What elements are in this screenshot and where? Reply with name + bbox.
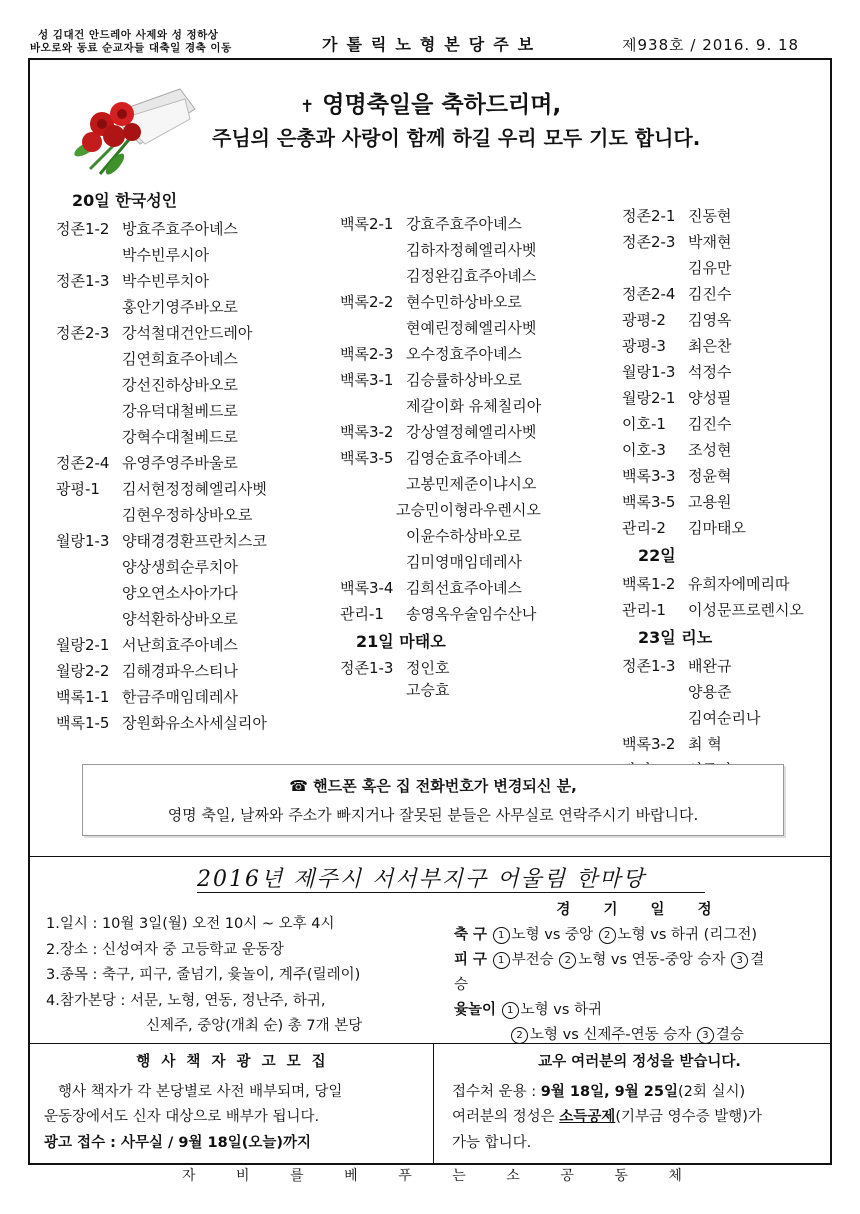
member-name: 강유덕대철베드로 — [122, 402, 238, 420]
feast-entry — [622, 515, 832, 541]
member-name: 석정수 — [688, 363, 732, 381]
parish-district: 월랑2-2 — [56, 662, 110, 680]
feast-entry — [340, 211, 610, 237]
feast-entry — [622, 679, 832, 705]
parish-district: 이호-1 — [622, 415, 666, 433]
soccer-label: 축 구 — [454, 927, 488, 943]
ad-line1: 행사 책자가 각 본당별로 사전 배부되며, 당일 — [58, 1083, 343, 1100]
header — [30, 28, 830, 58]
member-name: 강석철대건안드레아 — [122, 324, 253, 342]
parish-district: 백록3-4 — [340, 579, 394, 597]
member-name: 김서현정정혜엘리사벳 — [122, 480, 267, 498]
motto-char: 자 — [182, 1168, 196, 1184]
motto-char: 베 — [344, 1168, 358, 1184]
circled-number: 3 — [731, 952, 748, 969]
member-name: 양상생희순루치아 — [122, 558, 238, 576]
member-name: 최은찬 — [688, 337, 732, 355]
feast-entry — [56, 450, 326, 476]
member-name: 고승민이형라우렌시오 — [396, 501, 541, 519]
section-divider — [29, 856, 831, 857]
member-name: 홍안기영주바오로 — [122, 298, 238, 316]
parish-district: 관리-1 — [622, 601, 666, 619]
feast-entry — [340, 657, 610, 679]
donation-line3: 가능 합니다. — [452, 1134, 532, 1151]
issue-number: 제938호 / 2016. 9. 18 — [622, 36, 800, 54]
cross-icon: ✝ — [300, 97, 315, 117]
parish-district: 정존1-2 — [56, 220, 110, 238]
greeting-line1-text: 영명축일을 축하드리며, — [322, 92, 562, 118]
member-name: 김마태오 — [688, 519, 746, 537]
member-name: 이윤수하상바오로 — [406, 527, 522, 545]
contact-notice-box — [82, 764, 784, 836]
parish-district: 백록3-3 — [622, 467, 676, 485]
parish-district: 백록2-1 — [340, 215, 394, 233]
feast-entry — [622, 307, 832, 333]
feast-entry — [56, 398, 326, 424]
member-name: 양오연소사아가다 — [122, 584, 238, 602]
yut-label: 윷놀이 — [454, 1002, 497, 1018]
member-name: 오수정효주아녜스 — [406, 345, 522, 363]
member-name: 제갈이화 유체칠리아 — [406, 397, 542, 415]
phone-icon: ☎ — [289, 777, 308, 795]
column-divider — [433, 1043, 434, 1164]
member-name: 양석환하상바오로 — [122, 610, 238, 628]
feast-entry — [340, 575, 610, 601]
parish-district: 백록1-2 — [622, 575, 676, 593]
member-name: 유희자에메리따 — [688, 575, 790, 593]
member-name: 강상열정혜엘리사벳 — [406, 423, 537, 441]
feast-entry — [56, 476, 326, 502]
donation-line1-pre: 접수처 운용 : — [452, 1083, 541, 1100]
member-name: 김정완김효주아녜스 — [406, 267, 537, 285]
event-title-underline — [197, 892, 705, 893]
feast-entry — [340, 315, 610, 341]
parish-district: 정존2-1 — [622, 207, 676, 225]
feast-entry — [56, 216, 326, 242]
feast-entry — [340, 679, 610, 701]
event-title: 2016년 제주시 서서부지구 어울림 한마당 — [197, 867, 646, 892]
member-name: 이성문프로렌시오 — [688, 601, 804, 619]
parish-district: 백록2-2 — [340, 293, 394, 311]
parish-district: 백록3-5 — [340, 449, 394, 467]
parish-district: 월랑2-1 — [56, 636, 110, 654]
feast-entry — [56, 242, 326, 268]
member-name: 김미영매임데레사 — [406, 553, 522, 571]
parish-district: 백록1-1 — [56, 688, 110, 706]
parish-district: 정존2-3 — [622, 233, 676, 251]
feast-entry — [56, 268, 326, 294]
feast-entry — [622, 203, 832, 229]
motto-char: 체 — [668, 1168, 682, 1184]
yut-games-1: 1 노형 vs 하귀 — [501, 1002, 602, 1018]
motto-char: 공 — [560, 1168, 574, 1184]
feast-day-heading: 22일 — [638, 546, 676, 565]
parish-district: 백록3-5 — [622, 493, 676, 511]
member-name: 박수빈루시아 — [122, 246, 209, 264]
footer-motto — [182, 1165, 682, 1185]
feast-entry — [56, 580, 326, 606]
feast-entry — [56, 372, 326, 398]
notice-line1 — [83, 775, 783, 796]
parish-district: 월랑1-3 — [56, 532, 110, 550]
motto-char: 동 — [614, 1168, 628, 1184]
feast-entry — [622, 255, 832, 281]
feast-entry — [340, 445, 610, 471]
motto-char: 비 — [236, 1168, 250, 1184]
motto-char: 를 — [290, 1168, 304, 1184]
schedule-soccer — [454, 923, 828, 948]
event-detail-date: 1.일시 : 10월 3일(월) 오전 10시 ~ 오후 4시 — [46, 916, 335, 932]
parish-district: 백록2-3 — [340, 345, 394, 363]
feast-entry — [622, 731, 832, 757]
parish-district: 관리-2 — [622, 519, 666, 537]
circled-number: 2 — [599, 927, 616, 944]
bulletin-title: 가톨릭노형본당주보 — [322, 35, 543, 54]
circled-number: 3 — [697, 1027, 714, 1044]
donation-line1 — [452, 1080, 827, 1106]
feast-entry — [622, 281, 832, 307]
feast-entry — [340, 263, 610, 289]
feast-entry — [56, 658, 326, 684]
ad-recruit-box — [40, 1050, 425, 1156]
feast-entry — [56, 528, 326, 554]
feast-entry — [56, 606, 326, 632]
feast-entry — [622, 437, 832, 463]
donation-line1-post: (2회 실시) — [677, 1083, 746, 1100]
member-name: 김여순리나 — [688, 709, 761, 727]
member-name: 김하자정혜엘리사벳 — [406, 241, 537, 259]
member-name: 현예린정혜엘리사벳 — [406, 319, 537, 337]
feast-entry — [340, 471, 610, 497]
feast-entry — [56, 502, 326, 528]
feast-entry — [622, 571, 832, 597]
parish-district: 관리-1 — [340, 605, 384, 623]
motto-char: 푸 — [398, 1168, 412, 1184]
notice-line2: 영명 축일, 날짜와 주소가 빠지거나 잘못된 분들은 사무실로 연락주시기 바랍니다. — [167, 806, 699, 824]
donation-line2-pre: 여러분의 정성은 — [452, 1109, 560, 1125]
event-detail-parishes-cont: 신제주, 중앙(개최 순) 총 7개 본당 — [146, 1018, 363, 1034]
parish-district: 정존1-3 — [340, 659, 394, 677]
member-name: 양태경경환프란치스코 — [122, 532, 267, 550]
member-name: 강효주효주아녜스 — [406, 215, 522, 233]
feast-entry — [622, 489, 832, 515]
member-name: 양성필 — [688, 389, 732, 407]
feast-entry — [622, 463, 832, 489]
feast-entry — [56, 710, 326, 736]
dodge-label: 피 구 — [454, 952, 488, 968]
feast-entry — [340, 367, 610, 393]
member-name: 김희선효주아녜스 — [406, 579, 522, 597]
member-name: 한금주매임데레사 — [122, 688, 238, 706]
member-name: 양용준 — [688, 683, 732, 701]
circled-number: 1 — [493, 927, 510, 944]
donation-box — [452, 1050, 827, 1156]
feast-day-heading: 23일 리노 — [638, 628, 713, 647]
member-name: 고봉민제준이냐시오 — [406, 475, 537, 493]
parish-district: 월랑2-1 — [622, 389, 676, 407]
parish-district: 정존1-3 — [622, 657, 676, 675]
member-name: 박재현 — [688, 233, 732, 251]
donation-line2-post: (기부금 영수증 발행)가 — [615, 1109, 762, 1125]
ad-deadline: 광고 접수 : 사무실 / 9월 18일(오늘)까지 — [44, 1134, 311, 1151]
feast-entry — [622, 385, 832, 411]
event-detail-parishes: 4.참가본당 : 서문, 노형, 연동, 정난주, 하귀, — [46, 992, 326, 1009]
member-name: 정인호 — [406, 659, 450, 677]
parish-district: 백록1-5 — [56, 714, 110, 732]
parish-district: 월랑1-3 — [622, 363, 676, 381]
parish-district: 정존2-4 — [622, 285, 676, 303]
feast-entry — [622, 705, 832, 731]
circled-number: 2 — [559, 952, 576, 969]
member-name: 배완규 — [688, 657, 732, 675]
parish-district: 백록3-2 — [622, 735, 676, 753]
dodge-games: 1 부전승 2 노형 vs 연동-중앙 승자 3 결 — [492, 952, 765, 968]
feast-entry — [56, 294, 326, 320]
feast-column-2 — [340, 211, 610, 701]
feast-entry — [340, 601, 610, 627]
feast-entry — [622, 359, 832, 385]
schedule-yut — [454, 998, 828, 1023]
parish-district: 광평-2 — [622, 311, 666, 329]
feast-entry — [340, 237, 610, 263]
member-name: 강혁수대철베드로 — [122, 428, 238, 446]
feast-entry — [622, 597, 832, 623]
member-name: 현수민하상바오로 — [406, 293, 522, 311]
game-schedule — [454, 898, 828, 1048]
parish-district: 광평-1 — [56, 480, 100, 498]
circled-number: 1 — [493, 952, 510, 969]
parish-district: 정존2-4 — [56, 454, 110, 472]
feast-entry — [56, 632, 326, 658]
member-name: 김해경파우스티나 — [122, 662, 238, 680]
member-name: 김진수 — [688, 285, 732, 303]
parish-district: 백록3-2 — [340, 423, 394, 441]
member-name: 김승률하상바오로 — [406, 371, 522, 389]
notice-line1-text: 핸드폰 혹은 집 전화번호가 변경되신 분, — [313, 777, 577, 795]
yut-games-2: 2 노형 vs 신제주-연동 승자 3 결승 — [454, 1023, 828, 1048]
event-detail-place: 2.장소 : 신성여자 중 고등학교 운동장 — [46, 941, 284, 958]
member-name: 고승효 — [406, 681, 450, 699]
soccer-games: 1 노형 vs 중앙 2 노형 vs 하귀 (리그전) — [492, 927, 757, 943]
feast-entry — [340, 523, 610, 549]
feast-entry — [340, 393, 610, 419]
rose-bouquet-image — [70, 74, 200, 179]
member-name: 김현우정하상바오로 — [122, 506, 253, 524]
schedule-title: 경 기 일 정 — [556, 902, 726, 918]
parish-district: 이호-3 — [622, 441, 666, 459]
feast-entry — [340, 419, 610, 445]
parish-district: 정존1-3 — [56, 272, 110, 290]
feast-entry — [622, 411, 832, 437]
parish-district: 광평-3 — [622, 337, 666, 355]
feast-column-1 — [56, 186, 326, 736]
motto-char: 소 — [506, 1168, 520, 1184]
feast-entry — [622, 333, 832, 359]
feast-entry — [340, 497, 610, 523]
greeting-line2: 주님의 은총과 사랑이 함께 하길 우리 모두 기도 합니다. — [212, 126, 701, 150]
greeting-line1 — [300, 86, 561, 119]
member-name: 서난희효주아녜스 — [122, 636, 238, 654]
feast-entry — [340, 289, 610, 315]
donation-dates: 9월 18일, 9월 25일 — [540, 1083, 678, 1100]
member-name: 최 혁 — [688, 735, 722, 753]
ad-line2: 운동장에서도 신자 대상으로 배부가 됩니다. — [44, 1109, 320, 1125]
donation-title: 교우 여러분의 정성을 받습니다. — [538, 1054, 741, 1070]
feast-day-heading: 21일 마태오 — [356, 632, 446, 651]
feast-entry — [622, 229, 832, 255]
dodge-wrap: 승 — [454, 977, 469, 993]
member-name: 장원화유소사세실리아 — [122, 714, 267, 732]
member-name: 유영주영주바울로 — [122, 454, 238, 472]
feast-day-heading: 20일 한국성인 — [72, 191, 178, 210]
donation-line2 — [452, 1105, 827, 1131]
parish-district: 백록3-1 — [340, 371, 394, 389]
feast-title-line1: 성 김대건 안드레아 사제와 성 정하상 — [38, 29, 219, 41]
feast-entry — [56, 684, 326, 710]
feast-entry — [56, 346, 326, 372]
member-name: 진동현 — [688, 207, 732, 225]
member-name: 박수빈루치아 — [122, 272, 209, 290]
feast-entry — [56, 554, 326, 580]
member-name: 조성현 — [688, 441, 732, 459]
feast-entry — [56, 424, 326, 450]
circled-number: 1 — [502, 1002, 519, 1019]
feast-entry — [340, 549, 610, 575]
circled-number: 2 — [511, 1027, 528, 1044]
member-name: 방효주효주아녜스 — [122, 220, 238, 238]
ad-title: 행 사 책 자 광 고 모 집 — [136, 1054, 329, 1070]
feast-entry — [340, 341, 610, 367]
member-name: 김영순효주아녜스 — [406, 449, 522, 467]
member-name: 고용원 — [688, 493, 732, 511]
schedule-dodgeball — [454, 948, 828, 973]
feast-entry — [622, 653, 832, 679]
feast-column-3 — [622, 203, 832, 783]
member-name: 송영옥우술임수산나 — [406, 605, 537, 623]
member-name: 김연희효주아녜스 — [122, 350, 238, 368]
feast-title-line2: 바오로와 동료 순교자들 대축일 경축 이동 — [30, 42, 232, 54]
member-name: 강선진하상바오로 — [122, 376, 238, 394]
tax-deduction: 소득공제 — [559, 1109, 616, 1125]
member-name: 정윤혁 — [688, 467, 732, 485]
member-name: 김영옥 — [688, 311, 732, 329]
member-name: 김진수 — [688, 415, 732, 433]
event-details — [46, 912, 446, 1040]
motto-char: 는 — [452, 1168, 466, 1184]
event-detail-sports: 3.종목 : 축구, 피구, 줄넘기, 윷놀이, 계주(릴레이) — [46, 967, 361, 983]
member-name: 김유만 — [688, 259, 732, 277]
feast-entry — [56, 320, 326, 346]
parish-district: 정존2-3 — [56, 324, 110, 342]
